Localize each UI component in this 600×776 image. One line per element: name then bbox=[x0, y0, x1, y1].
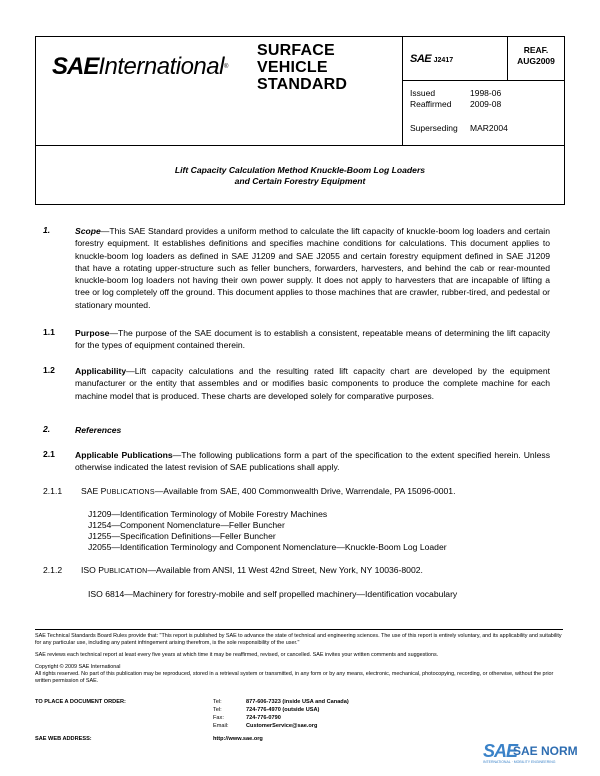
logo-sae: SAE bbox=[52, 53, 99, 80]
reference-item: J1255—Specification Definitions—Feller Buncher bbox=[88, 531, 276, 541]
reference-item: J2055—Identification Terminology and Component Nomenclature—Knuckle-Boom Log Loader bbox=[88, 542, 447, 552]
section-heading: Purpose bbox=[75, 328, 110, 338]
email-link[interactable]: CustomerService@sae.org bbox=[246, 723, 318, 729]
status-line: REAF. bbox=[523, 45, 549, 55]
sae-publications-text: —Available from SAE, 400 Commonwealth Drive, Warrendale, PA 15096-0001. bbox=[154, 486, 456, 496]
status-line: AUG2009 bbox=[517, 56, 555, 66]
section-text: —The following publications form a part of the specification to the extent specified herein. Unless otherwise indicated the latest revision of SAE publications shall apply. bbox=[75, 450, 550, 473]
document-number bbox=[410, 53, 453, 65]
badge-text: SAE NORM bbox=[513, 744, 578, 758]
sae-publications-prefix: SAE P bbox=[81, 486, 107, 496]
section-text: —This SAE Standard provides a uniform method to calculate the lift capacity of knuckle-boom log loaders and certain forestry equipment. It establishes definitions and specifies machine conditions for calculations. This document applies to knuckle-boom log loaders as defined in SAE J1209 and SAE J2055 and certain forestry equipment defined in SAE J1209 that have a rotating upper-structure such as feller bunchers, forwarders, harvesters, and behind the cab or rear-mounted knuckle-boom log loaders not having their own power supply. It does not apply to harvesters that are incapable of lifting a tree or log completely off the ground. This document applies to those machines that are crawler, rubber-tired, and pedestal or stationary mounted. bbox=[75, 226, 550, 310]
tel-label: Tel: bbox=[213, 699, 222, 705]
superseding-label: Superseding bbox=[410, 123, 458, 133]
rules-note: SAE Technical Standards Board Rules provide that: "This report is published by SAE to advance the state of technical and engineering sciences. The use of this report is entirely voluntary, and its applicability and suitability for any particular use, including any patent infringement arising therefrom, is the sole responsibility of the user." bbox=[35, 633, 562, 646]
sae-publications-smallcaps: UBLICATIONS bbox=[106, 489, 155, 496]
email-label: Email: bbox=[213, 723, 229, 729]
standard-type-line: STANDARD bbox=[257, 76, 348, 93]
document-header bbox=[35, 36, 565, 146]
section-scope bbox=[75, 225, 550, 311]
standard-type-line: SURFACE bbox=[257, 42, 335, 59]
reference-item: J1209—Identification Terminology of Mobile Forestry Machines bbox=[88, 509, 328, 519]
standard-type bbox=[257, 42, 347, 93]
section-number: 2. bbox=[43, 424, 51, 434]
section-number: 1. bbox=[43, 225, 51, 235]
badge-logo: SAE bbox=[483, 741, 518, 761]
section-heading: Applicable Publications bbox=[75, 450, 173, 460]
standard-type-line: VEHICLE bbox=[257, 59, 328, 76]
web-link[interactable]: http://www.sae.org bbox=[213, 736, 263, 742]
reaffirmed-label: Reaffirmed bbox=[410, 99, 452, 109]
iso-publication-line bbox=[81, 565, 423, 575]
doc-number: J2417 bbox=[433, 57, 454, 64]
issued-value: 1998-06 bbox=[470, 88, 502, 98]
tel2-value[interactable]: 724-776-4970 (outside USA) bbox=[246, 707, 320, 713]
superseding-row bbox=[410, 123, 508, 133]
iso-publication-prefix: ISO P bbox=[81, 565, 104, 575]
tel2-label: Tel: bbox=[213, 707, 222, 713]
section-applicable-publications bbox=[75, 449, 550, 474]
section-number: 2.1 bbox=[43, 449, 55, 459]
header-divider bbox=[402, 37, 403, 145]
issued-label: Issued bbox=[410, 88, 436, 98]
iso-publication-text: —Available from ANSI, 11 West 42nd Street, New York, NY 10036-8002. bbox=[147, 565, 423, 575]
reference-item: J1254—Component Nomenclature—Feller Buncher bbox=[88, 520, 285, 530]
section-number: 2.1.2 bbox=[43, 565, 63, 575]
doc-prefix: SAE bbox=[410, 53, 432, 65]
reaffirmed-row bbox=[410, 99, 501, 109]
tel-value[interactable]: 877-606-7323 (inside USA and Canada) bbox=[246, 699, 349, 705]
section-applicability bbox=[75, 365, 550, 402]
superseding-value: MAR2004 bbox=[470, 123, 508, 133]
sae-publications-line bbox=[81, 486, 455, 496]
rights-note: All rights reserved. No part of this publication may be reproduced, stored in a retrieval system or transmitted, in any form or by any means, electronic, mechanical, photocopying, recording, or otherwise, without the prior written permission of SAE. bbox=[35, 671, 554, 684]
section-text: —The purpose of the SAE document is to establish a consistent, repeatable means of determining the lift capacity for the types of equipment contained therein. bbox=[75, 328, 550, 351]
footer-rule bbox=[35, 629, 563, 630]
fax-value: 724-776-0790 bbox=[246, 715, 281, 721]
reference-item: ISO 6814—Machinery for forestry-mobile and self propelled machinery—Identification vocabulary bbox=[88, 589, 458, 599]
logo-trademark: ® bbox=[223, 64, 229, 70]
copyright: Copyright © 2009 SAE International bbox=[35, 664, 121, 670]
section-purpose bbox=[75, 327, 550, 352]
title-box bbox=[35, 144, 565, 205]
section-heading: References bbox=[75, 425, 122, 435]
web-label: SAE WEB ADDRESS: bbox=[35, 736, 92, 742]
iso-publication-smallcaps: UBLICATION bbox=[103, 568, 148, 575]
section-references bbox=[75, 424, 550, 436]
title-line: and Certain Forestry Equipment bbox=[234, 176, 366, 187]
sae-norm-badge bbox=[483, 741, 578, 765]
document-title bbox=[36, 165, 564, 188]
header-divider bbox=[402, 80, 564, 81]
section-heading: Scope bbox=[75, 226, 101, 236]
status-badge bbox=[508, 45, 564, 67]
title-line: Lift Capacity Calculation Method Knuckle-Boom Log Loaders bbox=[174, 165, 426, 175]
section-number: 1.2 bbox=[43, 365, 55, 375]
reaffirmed-value: 2009-08 bbox=[470, 99, 502, 109]
sae-international-logo bbox=[52, 55, 228, 79]
logo-international: International bbox=[98, 53, 224, 80]
section-number: 2.1.1 bbox=[43, 486, 63, 496]
fax-label: Fax: bbox=[213, 715, 224, 721]
review-note: SAE reviews each technical report at least every five years at which time it may be reaffirmed, revised, or cancelled. SAE invites your written comments and suggestions. bbox=[35, 652, 439, 658]
order-label: TO PLACE A DOCUMENT ORDER: bbox=[35, 699, 126, 705]
section-text: —Lift capacity calculations and the resulting rated lift capacity chart are developed by the equipment manufacturer or the entity that assembles and or modifies basic components to produce the complete machine for each machine model that is produced. These charts are developed solely for comparative purposes. bbox=[75, 366, 550, 401]
issued-row bbox=[410, 88, 501, 98]
section-heading: Applicability bbox=[75, 366, 127, 376]
section-number: 1.1 bbox=[43, 327, 55, 337]
badge-subtext: INTERNATIONAL · MOBILITY ENGINEERING bbox=[483, 760, 556, 764]
